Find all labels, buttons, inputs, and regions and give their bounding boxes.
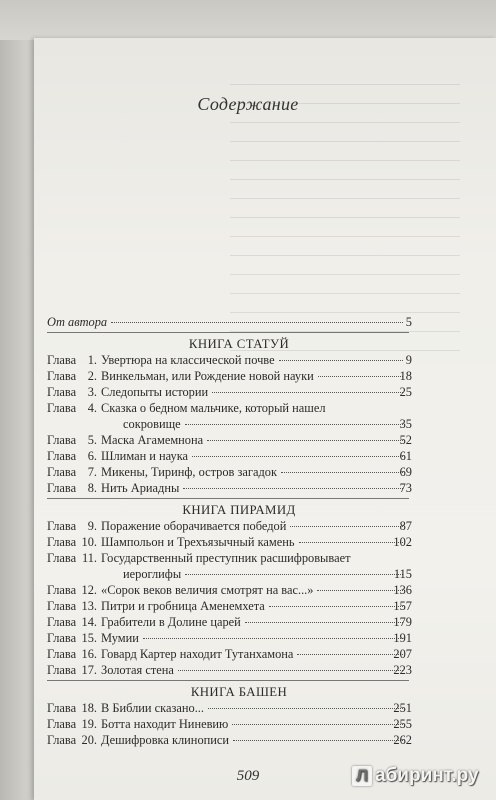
chapter-number: 20. (81, 733, 97, 747)
toc-entry-continuation[interactable] (47, 566, 412, 582)
chapter-word: Глава (47, 551, 77, 565)
leader-dots (232, 724, 403, 725)
toc-entry-page: 223 (393, 663, 412, 677)
toc-entry-page: 207 (393, 647, 412, 661)
toc-entry-page: 69 (399, 465, 412, 479)
leader-dots (183, 488, 403, 489)
toc-entry[interactable] (47, 582, 412, 598)
toc-entry-page: 115 (393, 567, 412, 581)
toc-entry-title-cont: сокровище (123, 417, 181, 431)
leader-dots (208, 708, 403, 709)
section-rule (47, 680, 409, 681)
section-heading: КНИГА СТАТУЙ (188, 337, 290, 351)
toc-author-note[interactable] (47, 314, 412, 330)
background-top (0, 0, 496, 40)
toc-entry[interactable] (47, 448, 412, 464)
toc-entry-title: Шампольон и Трехъязычный камень (101, 535, 295, 549)
toc-entry-title: Шлиман и наука (101, 449, 189, 463)
toc-entry-label (47, 368, 314, 384)
toc-entry[interactable] (47, 732, 412, 748)
leader-dots (143, 638, 403, 639)
toc-entry[interactable] (47, 550, 407, 566)
chapter-number: 10. (81, 535, 97, 549)
toc-entry-page: 179 (393, 615, 412, 629)
toc-entry-page: 61 (399, 449, 412, 463)
toc-entry-title: Сказка о бедном мальчике, который нашел (101, 401, 326, 415)
toc-entry-label (47, 384, 208, 400)
leader-dots (212, 392, 403, 393)
chapter-number: 14. (81, 615, 97, 629)
leader-dots (192, 456, 403, 457)
toc-entry-label (47, 582, 313, 598)
chapter-word: Глава (47, 535, 77, 549)
toc-entry[interactable] (47, 716, 412, 732)
toc-entry-label (47, 448, 188, 464)
chapter-word: Глава (47, 583, 77, 597)
leader-dots (207, 440, 403, 441)
toc-entry[interactable] (47, 518, 412, 534)
toc-entry-label (47, 400, 326, 416)
background-left (0, 0, 36, 800)
page-number: 509 (236, 768, 260, 784)
toc-entry-page: 5 (405, 315, 412, 329)
toc-entry-title: Золотая стена (101, 663, 174, 677)
toc-entry-title: Говард Картер находит Тутанхамона (101, 647, 294, 661)
chapter-number: 12. (81, 583, 97, 597)
chapter-word: Глава (47, 733, 77, 747)
toc-entry[interactable] (47, 614, 412, 630)
section-rule (47, 498, 409, 499)
toc-entry-title: Нить Ариадны (101, 481, 180, 495)
toc-entry[interactable] (47, 400, 407, 416)
toc-entry[interactable] (47, 352, 412, 368)
toc-entry[interactable] (47, 646, 412, 662)
toc-entry-label (47, 598, 265, 614)
toc-entry-label (47, 646, 293, 662)
leader-dots (185, 574, 403, 575)
toc-entry[interactable] (47, 598, 412, 614)
chapter-number: 11. (81, 551, 97, 565)
toc-entry-label (47, 662, 174, 678)
toc-entry-page: 157 (393, 599, 412, 613)
toc-entry-page: 136 (393, 583, 412, 597)
leader-dots (178, 670, 403, 671)
toc-entry-page: 102 (393, 535, 412, 549)
toc-entry-title: Микены, Тиринф, остров загадок (101, 465, 277, 479)
chapter-word: Глава (47, 401, 77, 415)
toc-entry[interactable] (47, 700, 412, 716)
toc-entry-title: Мумии (101, 631, 139, 645)
toc-entry-label (47, 732, 229, 748)
toc-entry-title: Питри и гробница Аменемхета (101, 599, 265, 613)
toc-entry-page: 191 (393, 631, 412, 645)
toc-entry-title: От автора (47, 315, 108, 329)
toc-entry[interactable] (47, 464, 412, 480)
chapter-word: Глава (47, 433, 77, 447)
toc-entry-page: 73 (399, 481, 412, 495)
toc-entry-title: Дешифровка клинописи (101, 733, 230, 747)
toc-entry[interactable] (47, 480, 412, 496)
toc-entry-page: 251 (393, 701, 412, 715)
section-heading: КНИГА ПИРАМИД (182, 503, 296, 517)
chapter-word: Глава (47, 631, 77, 645)
chapter-number: 18. (81, 701, 97, 715)
toc-entry-page: 18 (399, 369, 412, 383)
toc-entry-title: Государственный преступник расшифровывает (101, 551, 351, 565)
toc-entry-title: «Сорок веков величия смотрят на вас...» (101, 583, 314, 597)
chapter-number: 3. (87, 385, 97, 399)
chapter-word: Глава (47, 615, 77, 629)
toc-entry-label (47, 550, 351, 566)
toc-entry-page: 255 (393, 717, 412, 731)
section-rule (47, 332, 409, 333)
toc-entry-label (47, 534, 295, 550)
toc-entry[interactable] (47, 630, 412, 646)
toc-entry-title: Винкельман, или Рождение новой науки (101, 369, 314, 383)
toc-entry[interactable] (47, 384, 412, 400)
leader-dots (111, 322, 403, 323)
chapter-number: 4. (87, 401, 97, 415)
toc-entry-label (47, 716, 228, 732)
chapter-number: 2. (87, 369, 97, 383)
toc-entry-label (47, 432, 203, 448)
leader-dots (185, 424, 403, 425)
chapter-number: 17. (81, 663, 97, 677)
chapter-word: Глава (47, 717, 77, 731)
chapter-word: Глава (47, 519, 77, 533)
toc-entry-page: 9 (405, 353, 412, 367)
toc-entry-title: Увертюра на классической почве (101, 353, 275, 367)
toc-entry-title: Маска Агамемнона (101, 433, 204, 447)
chapter-number: 16. (81, 647, 97, 661)
section-heading: КНИГА БАШЕН (190, 685, 288, 699)
chapter-word: Глава (47, 599, 77, 613)
labirint-logo-icon: Л (352, 766, 372, 786)
toc-entry-continuation[interactable] (47, 416, 412, 432)
toc-sections (47, 332, 412, 748)
toc-entry-page: 35 (399, 417, 412, 431)
table-of-contents (47, 314, 412, 748)
chapter-number: 15. (81, 631, 97, 645)
chapter-number: 5. (87, 433, 97, 447)
page-title: Содержание (197, 94, 299, 114)
labirint-watermark (352, 764, 479, 788)
leader-dots (245, 622, 403, 623)
toc-entry-page: 52 (399, 433, 412, 447)
toc-entry-page: 262 (393, 733, 412, 747)
toc-entry-label (47, 480, 179, 496)
toc-entry[interactable] (47, 534, 412, 550)
toc-entry-label (47, 518, 286, 534)
toc-entry-title: Грабители в Долине царей (101, 615, 241, 629)
toc-entry[interactable] (47, 662, 412, 678)
toc-entry-label (47, 614, 241, 630)
chapter-word: Глава (47, 481, 77, 495)
chapter-word: Глава (47, 353, 77, 367)
chapter-word: Глава (47, 449, 77, 463)
chapter-word: Глава (47, 663, 77, 677)
chapter-word: Глава (47, 385, 77, 399)
toc-entry-title: Ботта находит Ниневию (101, 717, 229, 731)
chapter-number: 1. (87, 353, 97, 367)
toc-entry-title: Поражение оборачивается победой (101, 519, 287, 533)
chapter-word: Глава (47, 465, 77, 479)
chapter-number: 8. (87, 481, 97, 495)
toc-entry-label (47, 464, 277, 480)
labirint-logo-text: абиринт.ру (375, 765, 479, 786)
toc-entry-label (47, 700, 204, 716)
toc-entry-title: В Библии сказано... (101, 701, 204, 715)
chapter-number: 6. (87, 449, 97, 463)
chapter-number: 7. (87, 465, 97, 479)
toc-entry-label (47, 630, 139, 646)
toc-entry-page: 87 (399, 519, 412, 533)
chapter-word: Глава (47, 647, 77, 661)
toc-entry-title-cont: иероглифы (123, 567, 182, 581)
toc-entry[interactable] (47, 368, 412, 384)
chapter-number: 13. (81, 599, 97, 613)
chapter-number: 19. (81, 717, 97, 731)
toc-entry[interactable] (47, 432, 412, 448)
toc-entry-page: 25 (399, 385, 412, 399)
toc-entry-title: Следопыты истории (101, 385, 209, 399)
leader-dots (233, 740, 403, 741)
chapter-number: 9. (87, 519, 97, 533)
leader-dots (269, 606, 403, 607)
chapter-word: Глава (47, 701, 77, 715)
chapter-word: Глава (47, 369, 77, 383)
toc-entry-label (47, 352, 275, 368)
